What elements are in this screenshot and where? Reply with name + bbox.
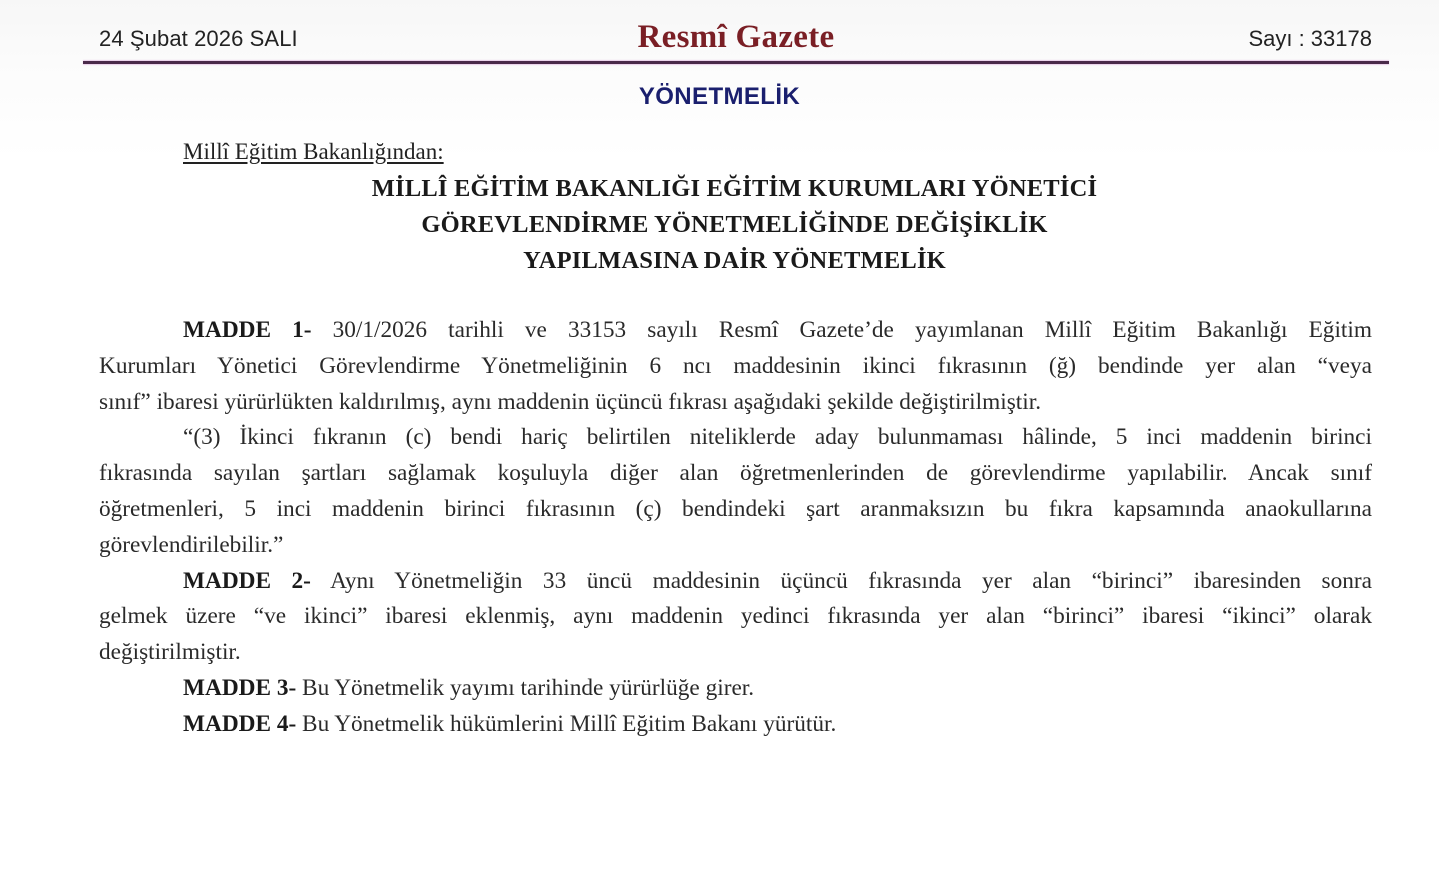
regulation-title-line: MİLLÎ EĞİTİM BAKANLIĞI EĞİTİM KURUMLARI YÖNETİCİ <box>371 175 1098 202</box>
regulation-body <box>99 313 1372 743</box>
text-line: “(3) İkinci fıkranın (c) bendi hariç belirtilen niteliklerde aday bulunmaması hâlinde, 5 inci maddenin birinci <box>183 424 1372 451</box>
text-line: görevlendirilebilir.” <box>99 531 284 558</box>
text-line: MADDE 2- Aynı Yönetmeliğin 33 üncü maddesinin üçüncü fıkrasında yer alan “birinci” ibaresinden sonra <box>183 567 1372 594</box>
text-line: MADDE 4- Bu Yönetmelik hükümlerini Millî Eğitim Bakanı yürütür. <box>183 710 837 737</box>
text-line: MADDE 1- 30/1/2026 tarihli ve 33153 sayılı Resmî Gazete’de yayımlanan Millî Eğitim Bakanlığı Eğitim <box>183 317 1372 343</box>
article-3 <box>99 671 1372 707</box>
regulation-title-line: YAPILMASINA DAİR YÖNETMELİK <box>523 247 946 274</box>
article-2 <box>99 564 1372 671</box>
text-line: değiştirilmiştir. <box>99 639 241 666</box>
header-divider <box>83 61 1389 64</box>
text-line: öğretmenleri, 5 inci maddenin birinci fıkrasının (ç) bendindeki şart aranmaksızın bu fıkra kapsamında anaokullarına <box>99 495 1372 522</box>
issuing-authority: Millî Eğitim Bakanlığından: <box>183 139 444 164</box>
gazette-header <box>83 18 1389 62</box>
section-heading: YÖNETMELİK <box>638 83 801 110</box>
text-line: MADDE 3- Bu Yönetmelik yayımı tarihinde yürürlüğe girer. <box>183 674 755 701</box>
regulation-title-line: GÖREVLENDİRME YÖNETMELİĞİNDE DEĞİŞİKLİK <box>421 211 1048 238</box>
article-label: MADDE 1- <box>183 317 312 343</box>
article-1 <box>99 313 1372 420</box>
article-label: MADDE 4- <box>183 710 297 737</box>
article-4 <box>99 707 1372 743</box>
text-line: gelmek üzere “ve ikinci” ibaresi eklenmiş, aynı maddenin yedinci fıkrasında yer alan “birinci” ibaresi “ikinci” olarak <box>99 603 1372 630</box>
text-line: fıkrasında sayılan şartları sağlamak koşuluyla diğer alan öğretmenlerinden de görevlendirme yapılabilir. Ancak sınıf <box>99 460 1372 487</box>
amended-paragraph-3 <box>99 420 1372 563</box>
gazette-title: Resmî Gazete <box>637 19 835 55</box>
article-label: MADDE 3- <box>183 674 297 701</box>
publication-date: 24 Şubat 2026 SALI <box>99 26 298 51</box>
issue-number: Sayı : 33178 <box>1248 26 1372 51</box>
text-line: Kurumları Yönetici Görevlendirme Yönetmeliğinin 6 ncı maddesinin ikinci fıkrasının (ğ) bendinde yer alan “veya <box>99 352 1372 379</box>
text-line: sınıf” ibaresi yürürlükten kaldırılmış, aynı maddenin üçüncü fıkrası aşağıdaki şekilde değiştirilmiştir. <box>99 388 1042 415</box>
regulation-title <box>0 171 1439 279</box>
article-label: MADDE 2- <box>183 567 311 594</box>
